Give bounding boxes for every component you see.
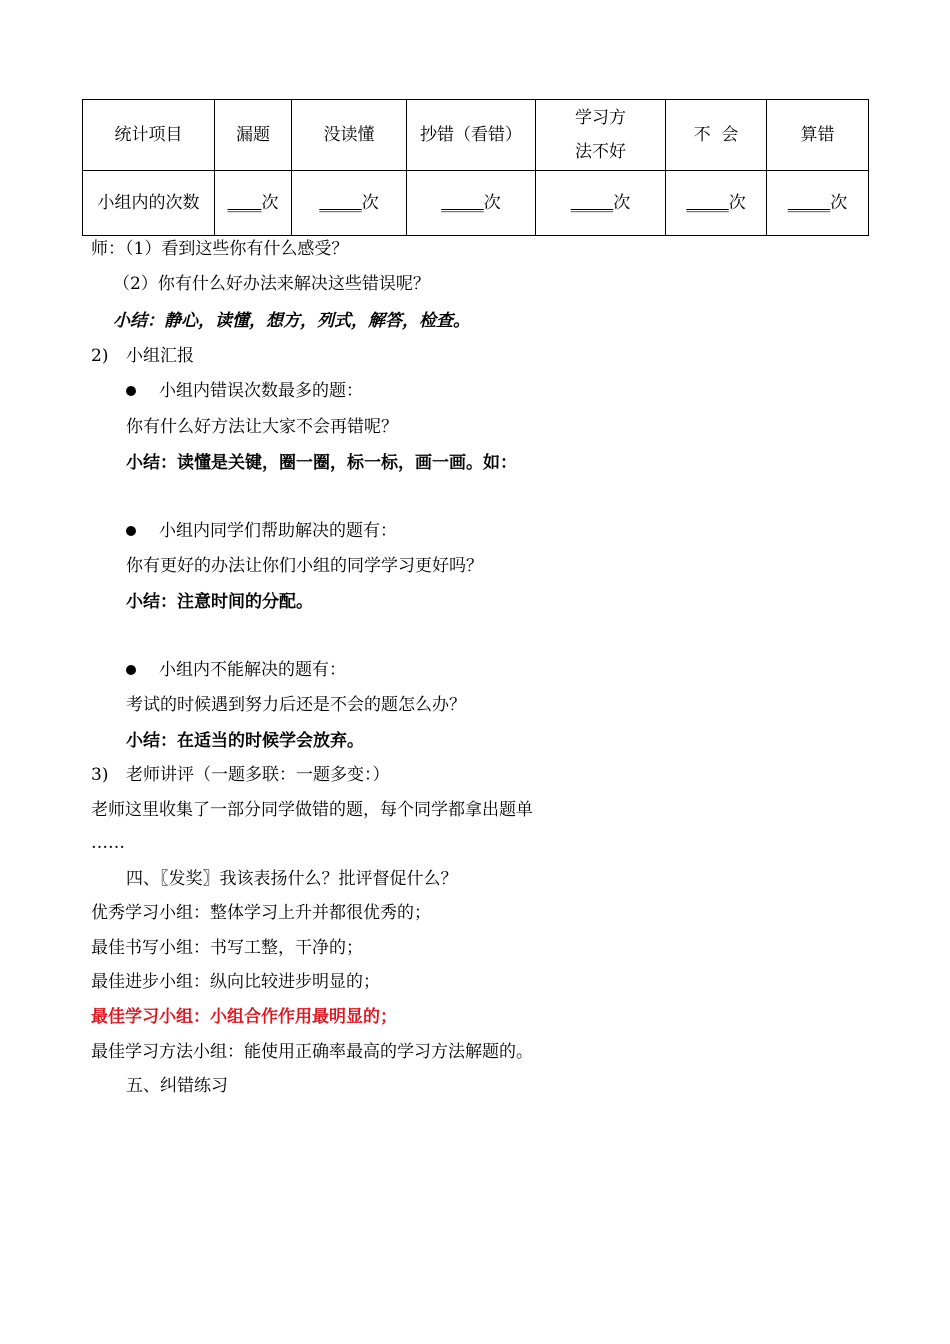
header-cell: 统计项目	[83, 100, 215, 171]
header-cell: 漏题	[215, 100, 292, 171]
bullet-3-question: 考试的时候遇到努力后还是不会的题怎么办？	[126, 695, 466, 715]
award-item-highlight: 最佳学习小组：小组合作作用最明显的；	[91, 1007, 397, 1027]
question-2: （2）你有什么好办法来解决这些错误呢？	[113, 274, 430, 294]
section-3-title: 老师讲评（一题多联：一题多变：）	[126, 765, 390, 785]
header-cell: 不 会	[666, 100, 767, 171]
question-1: 师：（1）看到这些你有什么感受？	[91, 239, 349, 259]
bullet-item-2: 小组内同学们帮助解决的题有：	[159, 521, 397, 541]
row-label: 小组内的次数	[83, 171, 215, 236]
bullet-icon	[126, 665, 136, 675]
header-cell: 没读懂	[292, 100, 407, 171]
count-cell: _____次	[407, 171, 536, 236]
bullet-3-summary: 小结：在适当的时候学会放弃。	[126, 731, 364, 751]
teacher-note: 老师这里收集了一部分同学做错的题，每个同学都拿出题单	[91, 800, 533, 820]
section-3-number: 3)	[91, 765, 109, 785]
bullet-1-summary: 小结：读懂是关键，圈一圈，标一标，画一画。如：	[126, 453, 517, 473]
header-cell-line: 法不好	[575, 142, 626, 162]
section-2-title: 小组汇报	[126, 346, 194, 366]
statistics-table	[82, 99, 869, 236]
bullet-2-summary: 小结：注意时间的分配。	[126, 592, 313, 612]
bullet-1-question: 你有什么好方法让大家不会再错呢？	[126, 417, 398, 437]
header-cell	[536, 100, 666, 171]
summary-1: 小结：静心，读懂，想方，列式，解答，检查。	[113, 311, 470, 331]
award-item: 优秀学习小组：整体学习上升并都很优秀的；	[91, 903, 431, 923]
bullet-icon	[126, 526, 136, 536]
count-cell: _____次	[666, 171, 767, 236]
section-5-heading: 五、纠错练习	[126, 1076, 228, 1096]
table-row	[83, 171, 869, 236]
bullet-icon	[126, 386, 136, 396]
count-cell: _____次	[292, 171, 407, 236]
header-cell: 算错	[767, 100, 869, 171]
header-cell: 抄错（看错）	[407, 100, 536, 171]
ellipsis: ……	[91, 833, 125, 853]
bullet-item-1: 小组内错误次数最多的题：	[159, 381, 363, 401]
bullet-item-3: 小组内不能解决的题有：	[159, 660, 346, 680]
award-item: 最佳学习方法小组：能使用正确率最高的学习方法解题的。	[91, 1042, 533, 1062]
header-cell-line: 学习方	[575, 108, 626, 128]
award-item: 最佳进步小组：纵向比较进步明显的；	[91, 972, 380, 992]
section-2-number: 2)	[91, 346, 109, 366]
award-heading: 四、〖发奖〗我该表扬什么？批评督促什么？	[126, 869, 458, 889]
bullet-2-question: 你有更好的办法让你们小组的同学学习更好吗？	[126, 556, 483, 576]
table-header-row	[83, 100, 869, 171]
award-item: 最佳书写小组：书写工整，干净的；	[91, 938, 363, 958]
count-cell: ____次	[215, 171, 292, 236]
count-cell: _____次	[536, 171, 666, 236]
count-cell: _____次	[767, 171, 869, 236]
